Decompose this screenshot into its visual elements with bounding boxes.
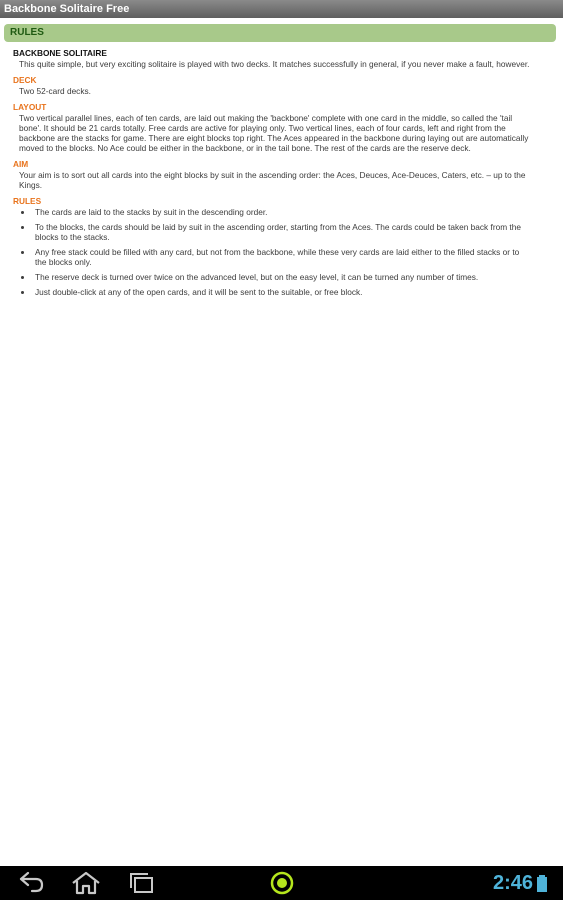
aim-heading: AIM <box>13 159 29 169</box>
rules-document <box>13 48 531 302</box>
back-button[interactable] <box>12 870 48 896</box>
app-title-bar <box>0 0 563 18</box>
section-title: RULES <box>10 27 44 38</box>
recent-apps-button[interactable] <box>124 870 160 896</box>
menu-icon <box>264 870 300 896</box>
battery-indicator <box>532 870 552 896</box>
deck-heading: DECK <box>13 75 37 85</box>
intro-text: This quite simple, but very exciting solitaire is played with two decks. It matches successfully in general, if you never make a fault, however. <box>19 59 530 69</box>
aim-text: Your aim is to sort out all cards into the eight blocks by suit in the ascending order: the Aces, Deuces, Ace-Deuces, Caters, etc. – up to the Kings. <box>19 170 526 190</box>
rules-heading: RULES <box>13 196 42 206</box>
layout-heading: LAYOUT <box>13 102 47 112</box>
rule-item: • Any free stack could be filled with any card, but not from the backbone, while these very cards are laid either to the filled stacks or to the blocks only. <box>33 247 531 267</box>
rule-item: • The reserve deck is turned over twice on the advanced level, but on the easy level, it can be turned any number of times. <box>33 272 531 282</box>
app-title: Backbone Solitaire Free <box>4 3 130 15</box>
recent-apps-icon <box>124 870 160 896</box>
section-header <box>4 24 556 42</box>
system-navigation-bar <box>0 866 563 900</box>
home-icon <box>68 870 104 896</box>
back-icon <box>12 870 48 896</box>
rule-item: • To the blocks, the cards should be laid by suit in the ascending order, starting from the Aces. The cards could be taken back from the blocks to the stacks. <box>33 222 531 242</box>
deck-text: Two 52-card decks. <box>19 86 91 96</box>
rule-item: • The cards are laid to the stacks by suit in the descending order. <box>33 207 531 217</box>
intro-heading: BACKBONE SOLITAIRE <box>13 48 107 58</box>
status-clock: 2:46 <box>492 872 533 894</box>
menu-button[interactable] <box>264 870 300 896</box>
home-button[interactable] <box>68 870 104 896</box>
rules-list <box>13 207 531 297</box>
layout-text: Two vertical parallel lines, each of ten cards, are laid out making the 'backbone' complete with one card in the middle, so called the 'tail bone'. It should be 21 cards totally. Free cards are active for playing only. Two vertical lines, each of four cards, left and right from the backbone are the stacks for game. There are eight blocks top right. The Aces appeared in the backbone during laying out are automatically moved to the blocks. No Ace could be either in the backbone, or in the tail bone. The rest of the cards are the reserve deck. <box>19 113 529 153</box>
rule-item: • Just double-click at any of the open cards, and it will be sent to the suitable, or free block. <box>33 287 531 297</box>
battery-icon <box>532 870 552 896</box>
